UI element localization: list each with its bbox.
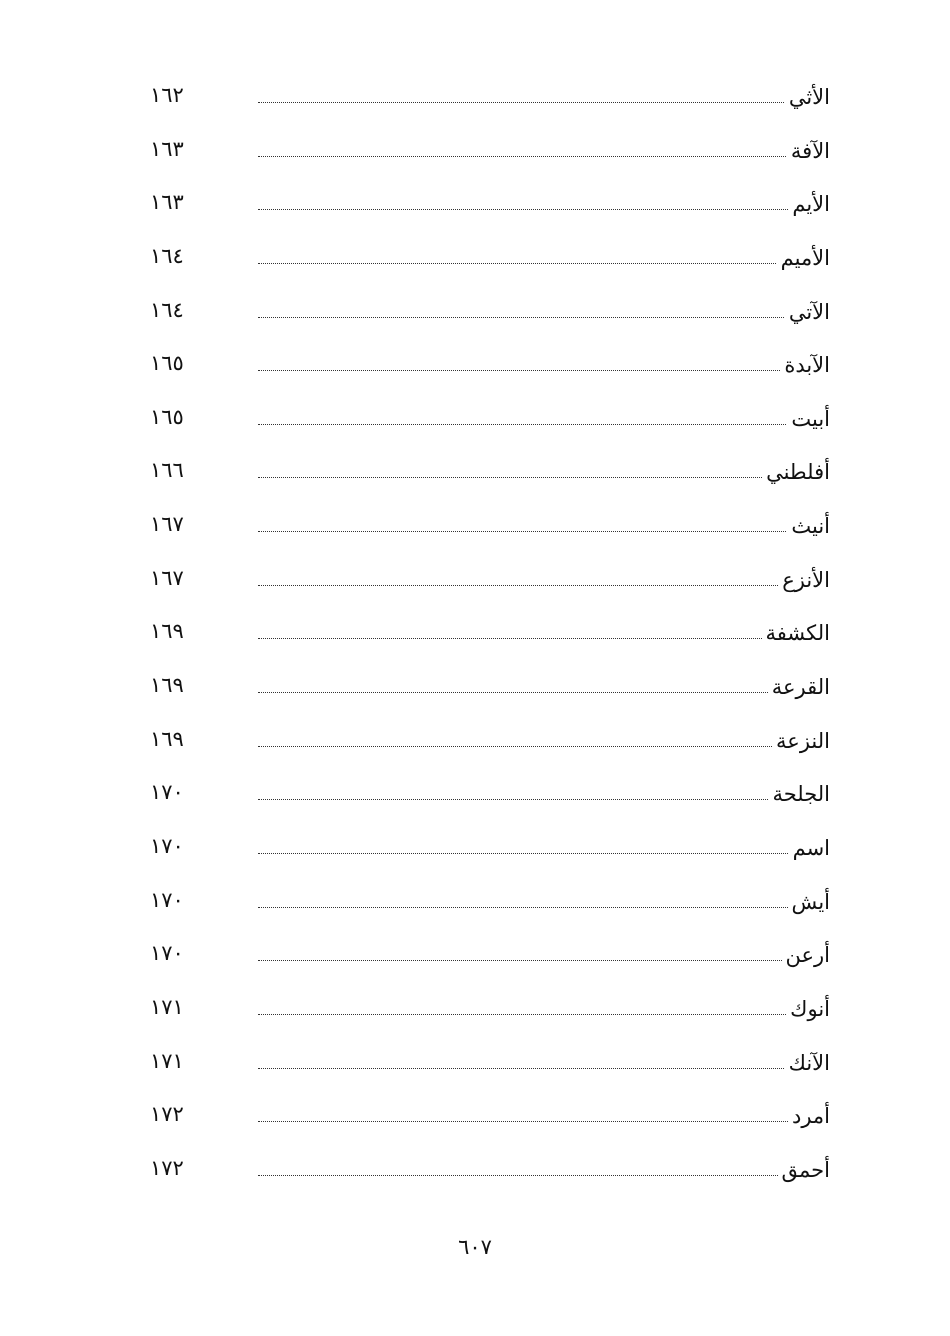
entry-page-number: ١٦٧ <box>150 565 184 590</box>
entry-term: الآبدة <box>780 350 830 380</box>
index-entry <box>150 1091 830 1145</box>
index-entry <box>150 287 830 341</box>
entry-page-number: ١٧٢ <box>150 1155 184 1180</box>
index-entry <box>150 126 830 180</box>
entry-page-number: ١٦٩ <box>150 726 184 751</box>
dot-leader <box>258 960 790 961</box>
index-entry <box>150 716 830 770</box>
entry-term: أيش <box>788 887 830 917</box>
index-entry <box>150 1038 830 1092</box>
dot-leader <box>258 531 790 532</box>
index-entry <box>150 179 830 233</box>
dot-leader <box>258 156 790 157</box>
index-entry <box>150 340 830 394</box>
entry-term: الأيم <box>788 189 830 219</box>
dot-leader <box>258 1014 790 1015</box>
dot-leader <box>258 692 790 693</box>
entry-page-number: ١٧٠ <box>150 887 184 912</box>
dot-leader <box>258 907 790 908</box>
entry-term: أحمق <box>778 1155 830 1185</box>
index-entry <box>150 72 830 126</box>
index-entry <box>150 233 830 287</box>
dot-leader <box>258 424 790 425</box>
entry-page-number: ١٦٤ <box>150 243 184 268</box>
dot-leader <box>258 585 790 586</box>
entry-term: الأميم <box>777 243 830 273</box>
entry-term: الأثي <box>785 82 830 112</box>
entry-page-number: ١٦٤ <box>150 297 184 322</box>
dot-leader <box>258 638 790 639</box>
dot-leader <box>258 477 790 478</box>
entry-term: أنيث <box>787 511 830 541</box>
dot-leader <box>258 209 790 210</box>
entry-page-number: ١٦٢ <box>150 83 184 107</box>
entry-term: الآنك <box>785 1048 830 1078</box>
entry-page-number: ١٧٠ <box>150 941 184 966</box>
entry-term: القرعة <box>768 672 830 702</box>
entry-page-number: ١٦٧ <box>150 512 184 537</box>
index-entry <box>150 394 830 448</box>
entry-page-number: ١٧١ <box>150 1048 184 1073</box>
entry-page-number: ١٦٣ <box>150 190 184 215</box>
entry-term: الآتي <box>785 297 830 327</box>
entry-page-number: ١٦٩ <box>150 673 184 698</box>
entry-term: أبيت <box>787 404 830 434</box>
index-entry <box>150 930 830 984</box>
entry-page-number: ١٧٢ <box>150 1102 184 1127</box>
dot-leader <box>258 1068 790 1069</box>
entry-term: أفلطني <box>762 457 830 487</box>
dot-leader <box>258 1175 790 1176</box>
entry-page-number: ١٧٠ <box>150 833 184 858</box>
index-entry <box>150 501 830 555</box>
entry-page-number: ١٦٥ <box>150 351 184 376</box>
entry-term: أمرد <box>788 1101 830 1131</box>
dot-leader <box>258 1121 790 1122</box>
index-entry <box>150 662 830 716</box>
dot-leader <box>258 746 790 747</box>
dot-leader <box>258 317 790 318</box>
entry-term: أنوك <box>786 994 830 1024</box>
entry-page-number: ١٦٣ <box>150 136 184 161</box>
entry-term: الآفة <box>787 136 830 166</box>
dot-leader <box>258 799 790 800</box>
entry-term: أرعن <box>782 940 831 970</box>
entry-page-number: ١٧١ <box>150 994 184 1019</box>
index-entry <box>150 608 830 662</box>
entry-page-number: ١٦٦ <box>150 458 184 483</box>
index-entry <box>150 447 830 501</box>
entry-page-number: ١٦٥ <box>150 404 184 429</box>
index-list <box>150 72 830 1198</box>
index-entry <box>150 555 830 609</box>
entry-term: النزعة <box>772 726 830 756</box>
dot-leader <box>258 370 790 371</box>
entry-term: اسم <box>789 833 830 863</box>
entry-term: الجلحة <box>768 779 830 809</box>
entry-page-number: ١٦٩ <box>150 619 184 644</box>
index-entry <box>150 769 830 823</box>
entry-term: الكشفة <box>762 618 830 648</box>
index-entry <box>150 984 830 1038</box>
entry-page-number: ١٧٠ <box>150 780 184 805</box>
dot-leader <box>258 263 790 264</box>
index-entry <box>150 1145 830 1199</box>
index-entry <box>150 823 830 877</box>
dot-leader <box>258 853 790 854</box>
page-number-footer: ٦٠٧ <box>458 1235 492 1259</box>
entry-term: الأنزع <box>778 565 830 595</box>
dot-leader <box>258 102 790 103</box>
index-entry <box>150 877 830 931</box>
